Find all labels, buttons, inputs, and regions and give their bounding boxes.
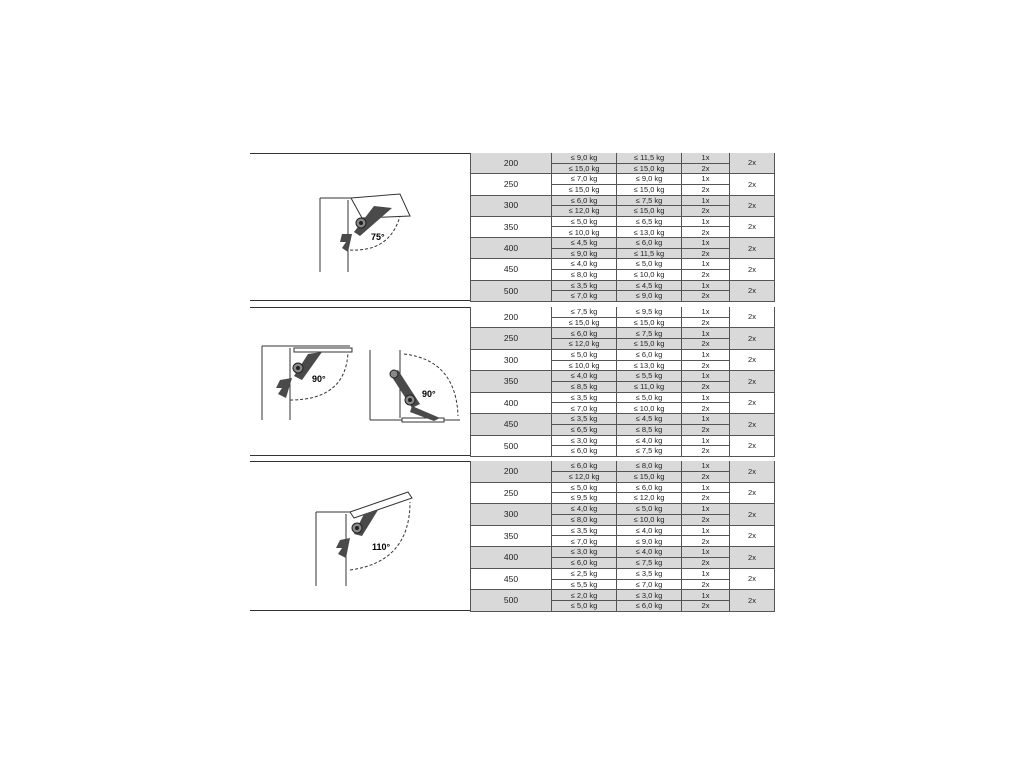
cell-c-double: 2x (682, 291, 730, 302)
cell-d: 2x (730, 328, 775, 349)
cell-a-single: ≤ 3,5 kg (552, 281, 617, 292)
panel-90 (250, 307, 775, 457)
cell-width: 300 (470, 196, 552, 217)
cell-d: 2x (730, 371, 775, 392)
cell-c-single: 1x (682, 217, 730, 228)
cell-a-double: ≤ 10,0 kg (552, 361, 617, 372)
cell-c-single: 1x (682, 393, 730, 404)
cell-width: 200 (470, 307, 552, 328)
load-table-110 (470, 461, 775, 612)
cell-b-single: ≤ 4,5 kg (617, 414, 682, 425)
table-row (470, 526, 775, 548)
table-row (470, 217, 775, 238)
cell-b-single: ≤ 5,5 kg (617, 371, 682, 382)
lift-mechanism-75-icon (250, 154, 470, 303)
cell-c-double: 2x (682, 164, 730, 175)
cell-b-double: ≤ 15,0 kg (617, 472, 682, 483)
cell-c-double: 2x (682, 339, 730, 350)
cell-width: 500 (470, 281, 552, 302)
angle-label: 75° (371, 232, 385, 242)
cell-a-double: ≤ 15,0 kg (552, 164, 617, 175)
cell-c-double: 2x (682, 558, 730, 569)
cell-d: 2x (730, 196, 775, 217)
table-row (470, 414, 775, 435)
cell-a-single: ≤ 3,0 kg (552, 436, 617, 447)
table-row (470, 174, 775, 195)
cell-width: 400 (470, 393, 552, 414)
cell-b-double: ≤ 13,0 kg (617, 227, 682, 238)
cell-c-double: 2x (682, 227, 730, 238)
cell-b-double: ≤ 15,0 kg (617, 318, 682, 329)
cell-width: 450 (470, 259, 552, 280)
cell-d: 2x (730, 259, 775, 280)
cell-d: 2x (730, 547, 775, 569)
cell-c-single: 1x (682, 350, 730, 361)
cell-width: 250 (470, 174, 552, 195)
cell-a-single: ≤ 3,5 kg (552, 526, 617, 537)
cell-a-double: ≤ 15,0 kg (552, 185, 617, 196)
cell-a-single: ≤ 9,0 kg (552, 153, 617, 164)
cell-c-double: 2x (682, 382, 730, 393)
cell-b-double: ≤ 12,0 kg (617, 493, 682, 504)
table-row (470, 569, 775, 591)
cell-c-single: 1x (682, 259, 730, 270)
cell-c-double: 2x (682, 580, 730, 591)
cell-b-double: ≤ 15,0 kg (617, 164, 682, 175)
cell-a-single: ≤ 4,0 kg (552, 259, 617, 270)
cell-b-double: ≤ 15,0 kg (617, 185, 682, 196)
cell-b-double: ≤ 7,5 kg (617, 558, 682, 569)
cell-width: 400 (470, 238, 552, 259)
cell-c-double: 2x (682, 425, 730, 436)
cell-b-single: ≤ 8,0 kg (617, 461, 682, 472)
cell-d: 2x (730, 217, 775, 238)
cell-c-double: 2x (682, 601, 730, 612)
cell-b-single: ≤ 5,0 kg (617, 393, 682, 404)
cell-width: 250 (470, 483, 552, 505)
cell-c-double: 2x (682, 536, 730, 547)
cell-d: 2x (730, 569, 775, 591)
cell-b-single: ≤ 4,0 kg (617, 436, 682, 447)
cell-b-single: ≤ 7,5 kg (617, 328, 682, 339)
cell-c-double: 2x (682, 249, 730, 260)
table-row (470, 547, 775, 569)
cell-width: 400 (470, 547, 552, 569)
cell-d: 2x (730, 350, 775, 371)
cell-b-single: ≤ 4,0 kg (617, 526, 682, 537)
cell-b-single: ≤ 7,5 kg (617, 196, 682, 207)
cell-c-double: 2x (682, 361, 730, 372)
cell-b-double: ≤ 10,0 kg (617, 403, 682, 414)
cell-width: 200 (470, 153, 552, 174)
cell-a-double: ≤ 9,5 kg (552, 493, 617, 504)
cell-width: 450 (470, 569, 552, 591)
cell-b-double: ≤ 11,5 kg (617, 249, 682, 260)
cell-c-single: 1x (682, 461, 730, 472)
cell-b-single: ≤ 4,0 kg (617, 547, 682, 558)
cell-a-single: ≤ 4,0 kg (552, 504, 617, 515)
cell-d: 2x (730, 174, 775, 195)
cell-d: 2x (730, 414, 775, 435)
cell-c-single: 1x (682, 307, 730, 318)
table-row (470, 259, 775, 280)
cell-c-single: 1x (682, 569, 730, 580)
illustration-90 (250, 307, 470, 456)
cell-b-single: ≤ 6,5 kg (617, 217, 682, 228)
cell-a-single: ≤ 6,0 kg (552, 196, 617, 207)
cell-b-single: ≤ 6,0 kg (617, 350, 682, 361)
cell-c-single: 1x (682, 483, 730, 494)
cell-a-double: ≤ 8,0 kg (552, 515, 617, 526)
table-row (470, 436, 775, 457)
cell-b-single: ≤ 5,0 kg (617, 504, 682, 515)
cell-a-single: ≤ 3,0 kg (552, 547, 617, 558)
cell-b-double: ≤ 7,0 kg (617, 580, 682, 591)
cell-c-single: 1x (682, 371, 730, 382)
table-row (470, 504, 775, 526)
cell-a-single: ≤ 5,0 kg (552, 483, 617, 494)
lift-mechanism-110-icon (250, 462, 470, 613)
table-row (470, 307, 775, 328)
cell-d: 2x (730, 590, 775, 612)
cell-b-double: ≤ 15,0 kg (617, 206, 682, 217)
cell-c-double: 2x (682, 403, 730, 414)
cell-width: 300 (470, 504, 552, 526)
cell-c-double: 2x (682, 318, 730, 329)
cell-a-double: ≤ 8,0 kg (552, 270, 617, 281)
cell-b-single: ≤ 9,0 kg (617, 174, 682, 185)
table-row (470, 328, 775, 349)
cell-b-double: ≤ 10,0 kg (617, 270, 682, 281)
cell-b-double: ≤ 6,0 kg (617, 601, 682, 612)
cell-d: 2x (730, 307, 775, 328)
cell-a-single: ≤ 6,0 kg (552, 461, 617, 472)
cell-d: 2x (730, 238, 775, 259)
cell-a-double: ≤ 12,0 kg (552, 206, 617, 217)
load-table-90 (470, 307, 775, 457)
table-row (470, 393, 775, 414)
cell-width: 350 (470, 371, 552, 392)
table-row (470, 153, 775, 174)
cell-a-double: ≤ 7,0 kg (552, 291, 617, 302)
cell-d: 2x (730, 281, 775, 302)
cell-a-single: ≤ 6,0 kg (552, 328, 617, 339)
table-row (470, 483, 775, 505)
cell-c-single: 1x (682, 547, 730, 558)
cell-d: 2x (730, 483, 775, 505)
cell-a-single: ≤ 4,0 kg (552, 371, 617, 382)
cell-b-double: ≤ 9,0 kg (617, 291, 682, 302)
cell-c-single: 1x (682, 281, 730, 292)
angle-label: 90° (312, 374, 326, 384)
cell-a-single: ≤ 2,5 kg (552, 569, 617, 580)
cell-b-single: ≤ 5,0 kg (617, 259, 682, 270)
cell-a-single: ≤ 5,0 kg (552, 350, 617, 361)
cell-b-double: ≤ 10,0 kg (617, 515, 682, 526)
cell-c-single: 1x (682, 436, 730, 447)
cell-a-double: ≤ 5,5 kg (552, 580, 617, 591)
cell-b-single: ≤ 9,5 kg (617, 307, 682, 318)
cell-c-single: 1x (682, 590, 730, 601)
cell-b-single: ≤ 6,0 kg (617, 483, 682, 494)
cell-a-double: ≤ 12,0 kg (552, 339, 617, 350)
cell-c-single: 1x (682, 504, 730, 515)
cell-a-single: ≤ 4,5 kg (552, 238, 617, 249)
table-row (470, 196, 775, 217)
cell-c-single: 1x (682, 196, 730, 207)
cell-c-single: 1x (682, 174, 730, 185)
cell-b-single: ≤ 3,5 kg (617, 569, 682, 580)
cell-a-single: ≤ 2,0 kg (552, 590, 617, 601)
panel-110 (250, 461, 775, 612)
cell-width: 500 (470, 590, 552, 612)
cell-a-double: ≤ 10,0 kg (552, 227, 617, 238)
cell-d: 2x (730, 436, 775, 457)
cell-b-single: ≤ 6,0 kg (617, 238, 682, 249)
table-row (470, 461, 775, 483)
cell-b-double: ≤ 13,0 kg (617, 361, 682, 372)
cell-width: 450 (470, 414, 552, 435)
cell-b-double: ≤ 11,0 kg (617, 382, 682, 393)
cell-b-double: ≤ 8,5 kg (617, 425, 682, 436)
cell-c-double: 2x (682, 270, 730, 281)
illustration-110 (250, 461, 470, 611)
cell-c-double: 2x (682, 493, 730, 504)
cell-c-double: 2x (682, 515, 730, 526)
cell-a-double: ≤ 6,5 kg (552, 425, 617, 436)
cell-d: 2x (730, 504, 775, 526)
illustration-75 (250, 153, 470, 301)
cell-a-double: ≤ 7,0 kg (552, 536, 617, 547)
cell-c-single: 1x (682, 328, 730, 339)
cell-a-double: ≤ 6,0 kg (552, 446, 617, 457)
cell-a-double: ≤ 15,0 kg (552, 318, 617, 329)
cell-b-double: ≤ 15,0 kg (617, 339, 682, 350)
cell-a-double: ≤ 9,0 kg (552, 249, 617, 260)
table-row (470, 371, 775, 392)
cell-b-single: ≤ 11,5 kg (617, 153, 682, 164)
cell-b-double: ≤ 9,0 kg (617, 536, 682, 547)
cell-width: 500 (470, 436, 552, 457)
table-row (470, 238, 775, 259)
cell-a-double: ≤ 8,5 kg (552, 382, 617, 393)
cell-c-double: 2x (682, 185, 730, 196)
cell-a-single: ≤ 5,0 kg (552, 217, 617, 228)
cell-c-single: 1x (682, 526, 730, 537)
cell-b-double: ≤ 7,5 kg (617, 446, 682, 457)
cell-width: 250 (470, 328, 552, 349)
angle-label: 90° (422, 389, 436, 399)
cell-width: 200 (470, 461, 552, 483)
load-table-75 (470, 153, 775, 302)
cell-c-double: 2x (682, 446, 730, 457)
cell-c-single: 1x (682, 238, 730, 249)
cell-a-single: ≤ 3,5 kg (552, 393, 617, 404)
cell-a-double: ≤ 5,0 kg (552, 601, 617, 612)
cell-a-double: ≤ 7,0 kg (552, 403, 617, 414)
cell-a-double: ≤ 12,0 kg (552, 472, 617, 483)
cell-a-double: ≤ 6,0 kg (552, 558, 617, 569)
cell-d: 2x (730, 461, 775, 483)
lift-mechanism-90-icon (250, 308, 470, 458)
table-row (470, 281, 775, 302)
cell-c-single: 1x (682, 153, 730, 164)
cell-d: 2x (730, 526, 775, 548)
cell-a-single: ≤ 7,5 kg (552, 307, 617, 318)
cell-a-single: ≤ 7,0 kg (552, 174, 617, 185)
cell-d: 2x (730, 393, 775, 414)
cell-c-double: 2x (682, 206, 730, 217)
table-row (470, 590, 775, 612)
cell-c-single: 1x (682, 414, 730, 425)
cell-d: 2x (730, 153, 775, 174)
cell-a-single: ≤ 3,5 kg (552, 414, 617, 425)
cell-b-single: ≤ 3,0 kg (617, 590, 682, 601)
cell-width: 300 (470, 350, 552, 371)
panel-75 (250, 153, 775, 302)
cell-b-single: ≤ 4,5 kg (617, 281, 682, 292)
table-row (470, 350, 775, 371)
cell-width: 350 (470, 217, 552, 238)
cell-c-double: 2x (682, 472, 730, 483)
cell-width: 350 (470, 526, 552, 548)
angle-label: 110° (372, 542, 391, 552)
